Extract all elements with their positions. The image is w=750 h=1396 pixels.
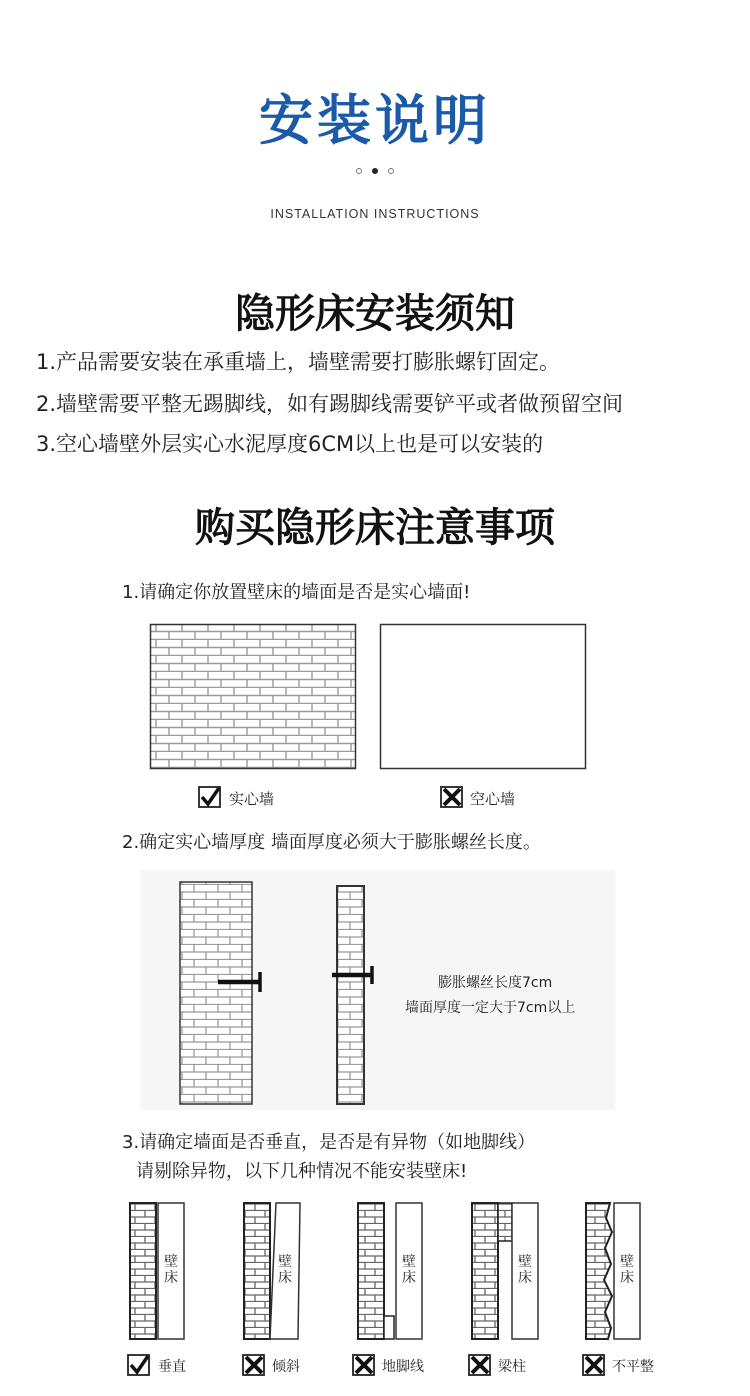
cross-icon: [242, 1354, 266, 1376]
wall-thickness-note: 墙面厚度一定大于7cm以上: [405, 1000, 576, 1016]
case-label-uneven: 不平整: [612, 1359, 654, 1375]
check-item-3-text-line2: 请剔除异物，以下几种情况不能安装壁床!: [136, 1161, 468, 1182]
case-label-tilted: 倾斜: [272, 1359, 300, 1375]
wall-cases-illustration: [120, 1198, 650, 1346]
section-heading-install-notes: 隐形床安装须知: [235, 290, 515, 337]
decorative-dots: [0, 168, 750, 174]
screw-length-note: 膨胀螺丝长度7cm: [438, 975, 553, 991]
check-icon: [198, 786, 222, 808]
bed-label-case-4: 壁 床: [518, 1254, 532, 1286]
case-label-baseboard: 地脚线: [382, 1359, 424, 1375]
bed-label-case-5: 壁 床: [620, 1254, 634, 1286]
check-item-3-text-line1: 3.请确定墙面是否垂直，是否是有异物（如地脚线）: [122, 1132, 536, 1153]
install-note-3: 3.空心墙壁外层实心水泥厚度6CM以上也是可以安装的: [36, 432, 544, 456]
cross-icon: [440, 786, 464, 808]
section-heading-purchase-notes: 购买隐形床注意事项: [195, 504, 555, 551]
check-item-2-text: 2.确定实心墙厚度 墙面厚度必须大于膨胀螺丝长度。: [122, 832, 541, 853]
dot-outline-icon: [388, 168, 394, 174]
bed-label-case-2: 壁 床: [278, 1254, 292, 1286]
install-note-2: 2.墙壁需要平整无踢脚线，如有踢脚线需要铲平或者做预留空间: [36, 392, 624, 416]
dot-outline-icon: [356, 168, 362, 174]
check-item-1-text: 1.请确定你放置壁床的墙面是否是实心墙面!: [122, 582, 471, 603]
bed-label-case-3: 壁 床: [402, 1254, 416, 1286]
case-label-column: 梁柱: [498, 1359, 526, 1375]
solid-wall-label: 实心墙: [229, 790, 275, 808]
page-title: 安装说明: [259, 89, 491, 152]
hollow-wall-illustration: [380, 624, 586, 769]
bed-label-case-1: 壁 床: [164, 1254, 178, 1286]
cross-icon: [468, 1354, 492, 1376]
cross-icon: [352, 1354, 376, 1376]
check-icon: [127, 1354, 151, 1376]
case-label-vertical: 垂直: [158, 1359, 186, 1375]
cross-icon: [582, 1354, 606, 1376]
page-subtitle: INSTALLATION INSTRUCTIONS: [270, 207, 480, 221]
install-note-1: 1.产品需要安装在承重墙上，墙壁需要打膨胀螺钉固定。: [36, 350, 561, 374]
solid-wall-illustration: [150, 624, 356, 769]
dot-filled-icon: [372, 168, 378, 174]
hollow-wall-label: 空心墙: [470, 790, 516, 808]
